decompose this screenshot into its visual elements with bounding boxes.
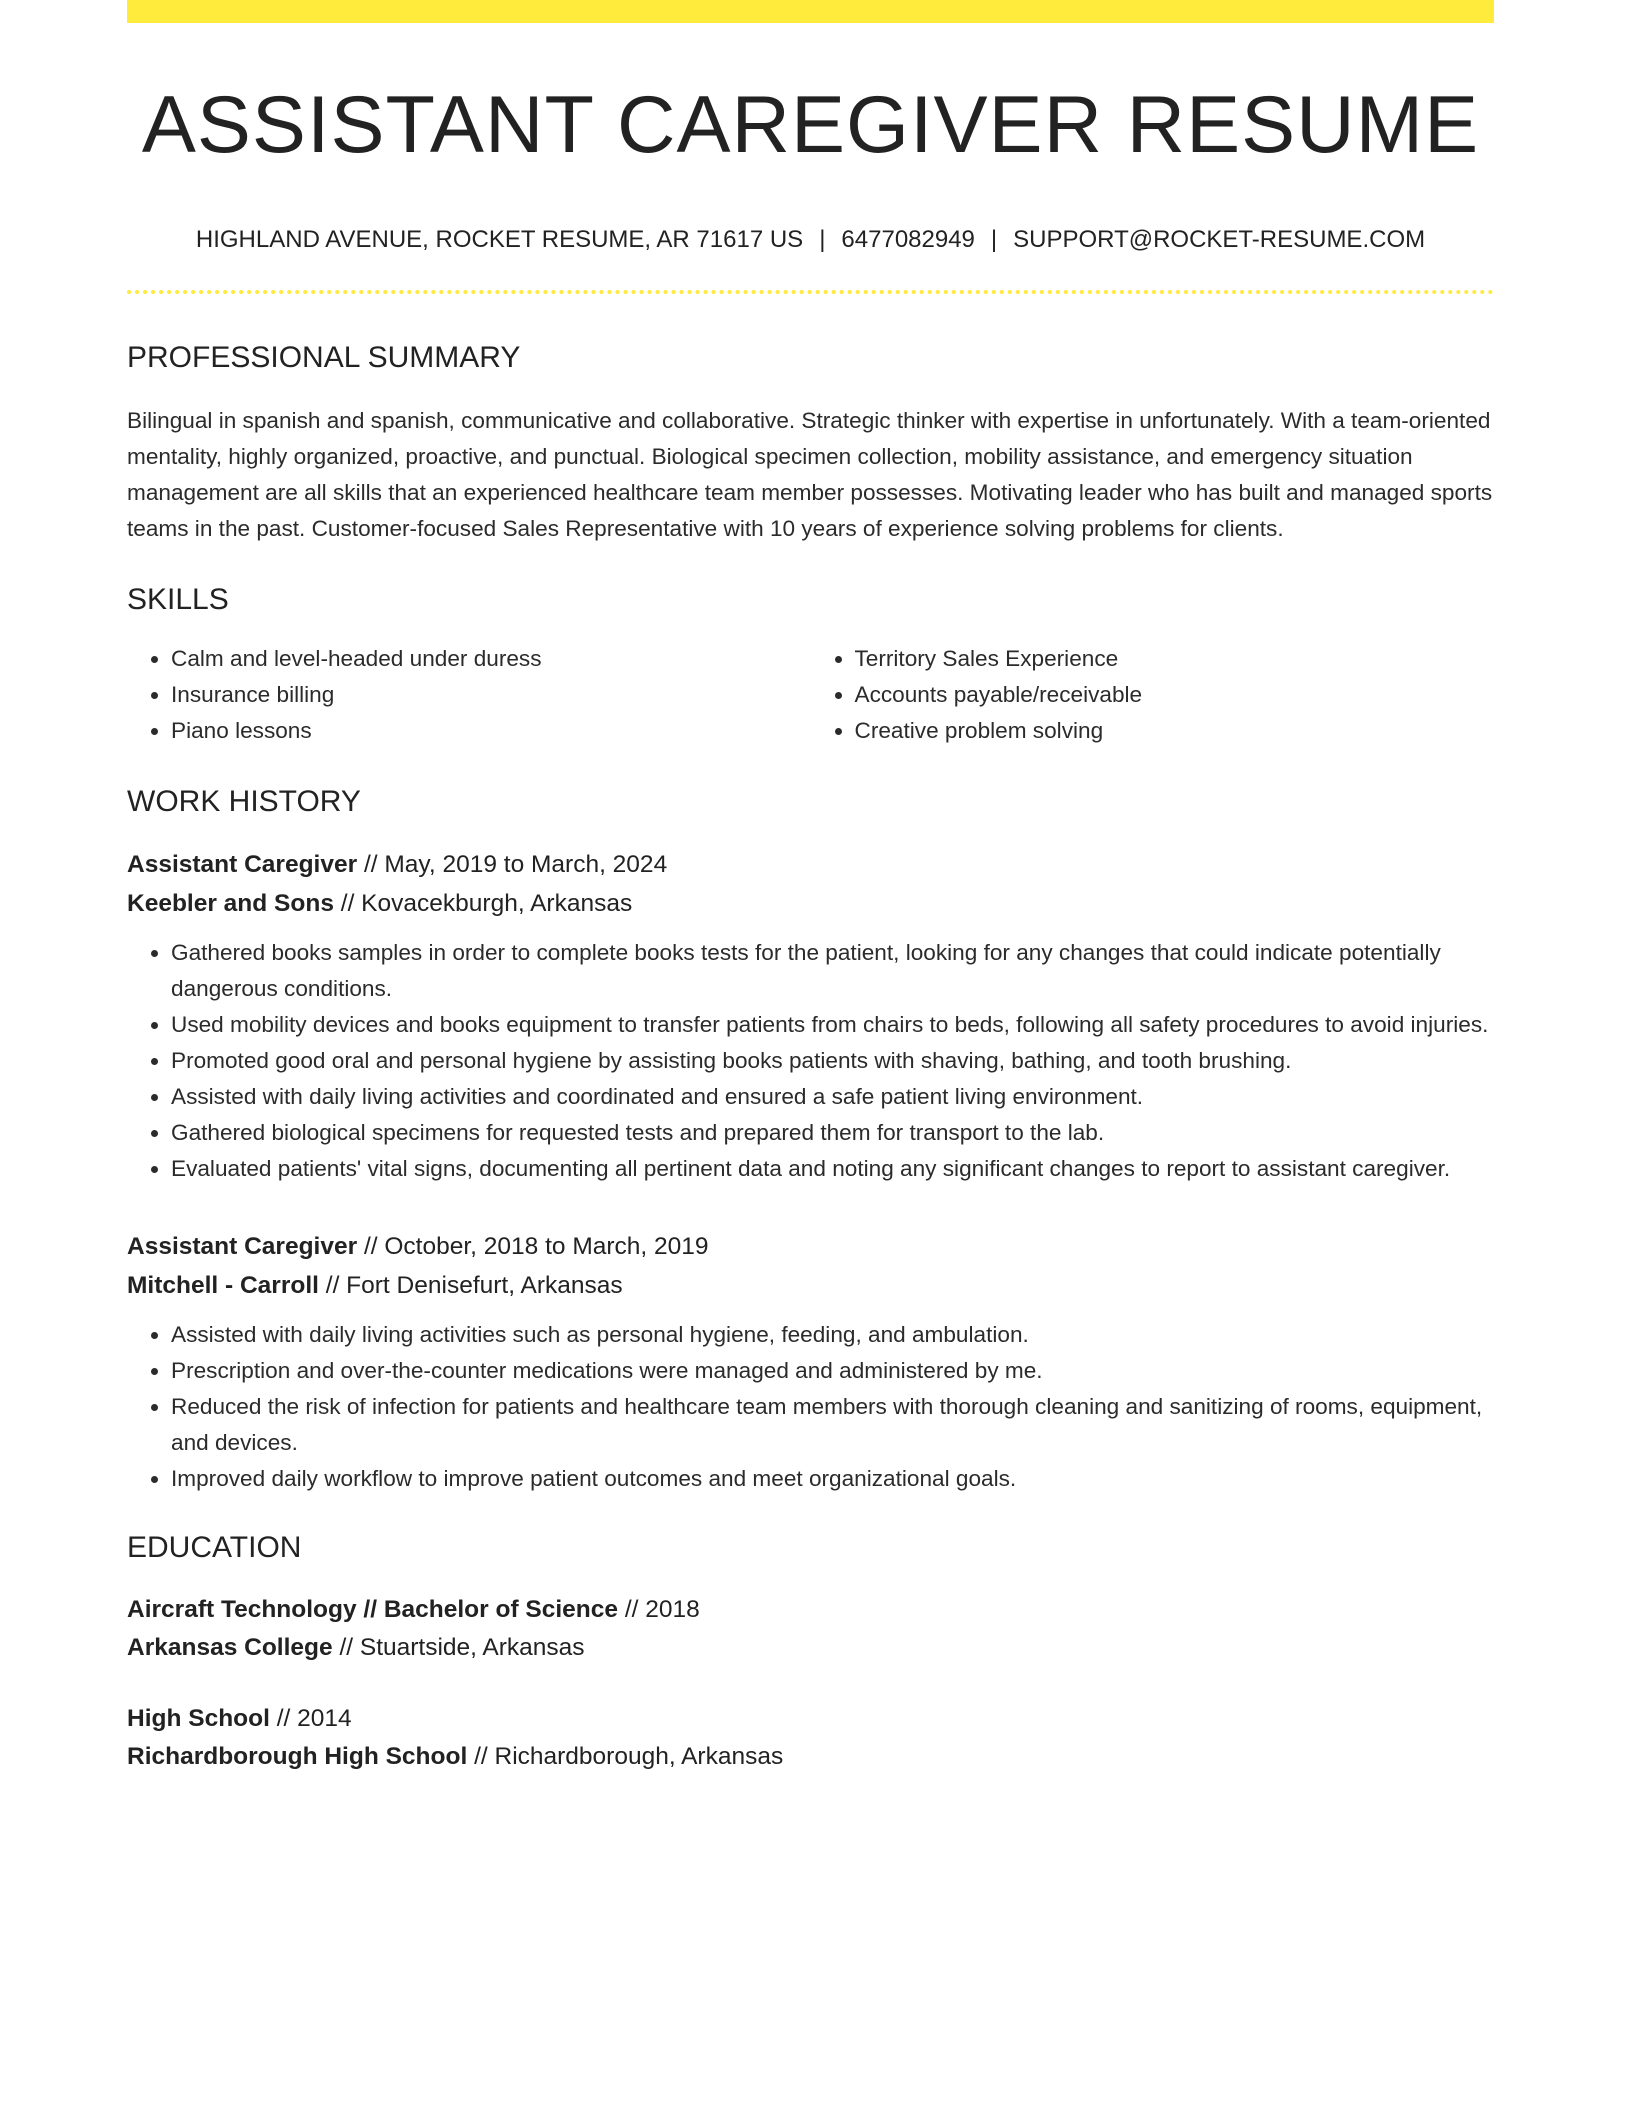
job-bullet: • Reduced the risk of infection for patients and healthcare team members with thorough cleaning and sanitizing of rooms, equipment, and devices. — [171, 1389, 1494, 1461]
job-bullet: • Evaluated patients' vital signs, documenting all pertinent data and noting any significant changes to report to assistant caregiver. — [171, 1151, 1494, 1187]
job-dates: // October, 2018 to March, 2019 — [363, 1233, 709, 1260]
job-bullet: • Used mobility devices and books equipment to transfer patients from chairs to beds, following all safety procedures to avoid injuries. — [171, 1007, 1494, 1043]
job-entry — [127, 845, 1494, 1187]
summary-text: Bilingual in spanish and spanish, communicative and collaborative. Strategic thinker with expertise in unfortunately. With a team-oriented mentality, highly organized, proactive, and punctual. Biological specimen collection, mobility assistance, and emergency situation management are all skills that an experienced healthcare team member possesses. Motivating leader who has built and managed sports teams in the past. Customer-focused Sales Representative with 10 years of experience solving problems for clients. — [127, 408, 1493, 541]
education-location: // Richardborough, Arkansas — [474, 1743, 784, 1770]
resume-title: ASSISTANT CAREGIVER RESUME — [141, 80, 1480, 170]
job-bullet: • Gathered biological specimens for requested tests and prepared them for transport to the lab. — [171, 1115, 1494, 1151]
job-company: Keebler and Sons — [127, 890, 334, 917]
skills-heading: SKILLS — [127, 583, 229, 616]
education-school: Arkansas College — [127, 1634, 333, 1661]
job-bullet: • Improved daily workflow to improve patient outcomes and meet organizational goals. — [171, 1461, 1494, 1497]
job-bullet: • Assisted with daily living activities and coordinated and ensured a safe patient living environment. — [171, 1079, 1494, 1115]
contact-line — [127, 228, 1494, 252]
job-title-line — [127, 1227, 1494, 1266]
phone: 6477082949 — [841, 226, 975, 253]
job-title: Assistant Caregiver — [127, 851, 358, 878]
skill-item: • Insurance billing — [171, 677, 811, 713]
job-location: // Fort Denisefurt, Arkansas — [325, 1272, 623, 1299]
job-entry — [127, 1227, 1494, 1497]
summary-heading: PROFESSIONAL SUMMARY — [127, 341, 521, 374]
education-degree: High School — [127, 1705, 270, 1732]
skill-item: • Creative problem solving — [855, 713, 1495, 749]
skill-item: • Territory Sales Experience — [855, 641, 1495, 677]
education-degree-line — [127, 1700, 1494, 1738]
contact-separator: | — [819, 226, 826, 253]
skill-item: • Calm and level-headed under duress — [171, 641, 811, 677]
skill-item: • Accounts payable/receivable — [855, 677, 1495, 713]
education-degree-line — [127, 1591, 1494, 1629]
contact-separator: | — [990, 226, 998, 253]
job-title-line — [127, 845, 1494, 884]
job-company: Mitchell - Carroll — [127, 1272, 319, 1299]
education-school-line — [127, 1738, 1494, 1776]
job-bullet: • Assisted with daily living activities such as personal hygiene, feeding, and ambulation. — [171, 1317, 1494, 1353]
education-entry — [127, 1591, 1494, 1667]
address: HIGHLAND AVENUE, ROCKET RESUME, AR 71617 US — [195, 226, 804, 253]
education-entry — [127, 1700, 1494, 1776]
job-title: Assistant Caregiver — [127, 1233, 358, 1260]
accent-bar — [127, 0, 1494, 23]
job-company-line — [127, 1266, 1494, 1305]
job-bullets — [127, 1317, 1494, 1497]
job-dates: // May, 2019 to March, 2024 — [363, 851, 668, 878]
job-bullet: • Prescription and over-the-counter medications were managed and administered by me. — [171, 1353, 1494, 1389]
skills-right-list — [811, 641, 1495, 749]
education-degree: Aircraft Technology // Bachelor of Science — [127, 1596, 619, 1623]
job-location: // Kovacekburgh, Arkansas — [340, 890, 633, 917]
job-company-line — [127, 884, 1494, 923]
education-school: Richardborough High School — [127, 1743, 468, 1770]
job-bullet: • Gathered books samples in order to complete books tests for the patient, looking for any changes that could indicate potentially dangerous conditions. — [171, 935, 1494, 1007]
education-year: // 2014 — [276, 1705, 352, 1732]
work-history-heading: WORK HISTORY — [127, 785, 361, 818]
resume-page — [127, 0, 1494, 1776]
education-year: // 2018 — [624, 1596, 700, 1623]
education-heading: EDUCATION — [127, 1531, 302, 1564]
job-bullet: • Promoted good oral and personal hygiene by assisting books patients with shaving, bathing, and tooth brushing. — [171, 1043, 1494, 1079]
job-bullets — [127, 935, 1494, 1187]
dotted-divider — [127, 290, 1494, 294]
education-school-line — [127, 1629, 1494, 1667]
skills-grid — [127, 641, 1494, 749]
education-location: // Stuartside, Arkansas — [339, 1634, 585, 1661]
skill-item: • Piano lessons — [171, 713, 811, 749]
skills-left-list — [127, 641, 811, 749]
email: SUPPORT@ROCKET-RESUME.COM — [1013, 226, 1426, 253]
